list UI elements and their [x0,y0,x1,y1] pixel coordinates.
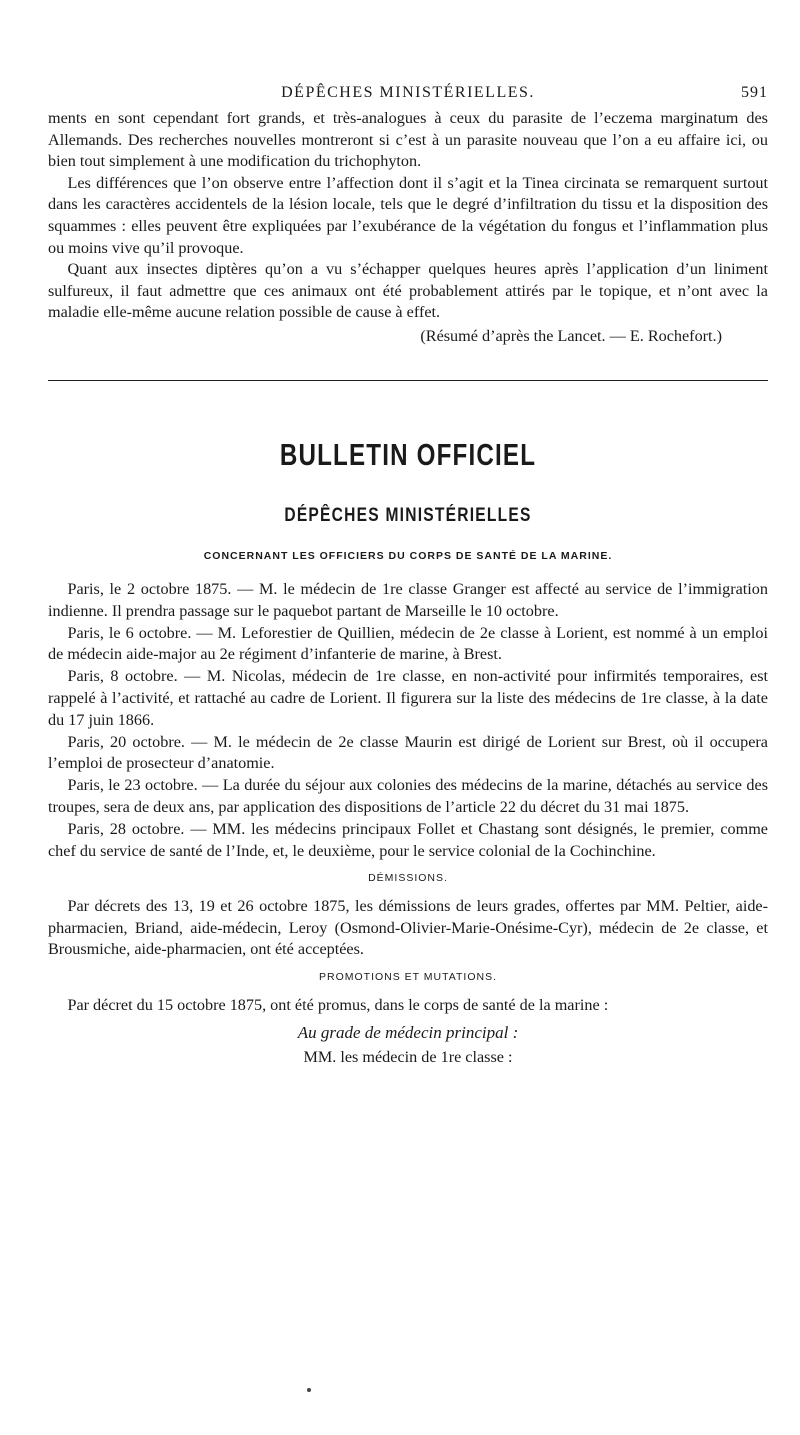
bulletin-concerning: CONCERNANT LES OFFICIERS DU CORPS DE SANTÉ DE LA MARINE. [203,549,613,562]
article-tail [48,108,768,347]
dispatch-paragraph: Paris, 28 octobre. — MM. les médecins principaux Follet et Chastang sont désignés, le premier, comme chef du service de santé de l’Inde, et, le deuxième, pour le service colonial de la Cochinchine. [48,819,768,860]
document-page [48,78,768,1069]
list-intro: MM. les médecin de 1re classe : [303,1047,513,1066]
page-number: 591 [741,84,768,101]
article-paragraph: ments en sont cependant fort grands, et très-analogues à ceux du parasite de l’eczema marginatum des Allemands. Des recherches nouvelles montreront si c’est à un parasite nouveau que l’on a eu affaire ici, ou bien tout simplement à une modification du trichophyton. [48,109,768,171]
promotions-heading: PROMOTIONS ET MUTATIONS. [318,971,497,984]
bulletin-title: BULLETIN OFFICIEL [279,436,537,472]
running-title: DÉPÊCHES MINISTÉRIELLES. [281,84,535,101]
grade-heading: Au grade de médecin principal : [297,1022,519,1042]
dispatch-paragraph: Paris, 20 octobre. — M. le médecin de 2e classe Maurin est dirigé de Lorient sur Brest, où il occupera l’emploi de prosecteur d’anatomie. [48,732,768,773]
demissions-paragraph: Par décrets des 13, 19 et 26 octobre 1875, les démissions de leurs grades, offertes par MM. Peltier, aide-pharmacien, Briand, aide-médecin, Leroy (Osmond-Olivier-Marie-Onésime-Cyr), médecin de 2e classe, et Brousmiche, aide-pharmacien, ont été acceptées. [48,897,768,959]
dispatch-paragraph: Paris, le 2 octobre 1875. — M. le médecin de 1re classe Granger est affecté au service de l’immigration indienne. Il prendra passage sur le paquebot partant de Marseille le 10 octobre. [48,579,768,620]
article-signature: (Résumé d’après the Lancet. — E. Rochefort.) [420,326,722,345]
ink-speck [307,1388,311,1392]
article-paragraph: Les différences que l’on observe entre l’affection dont il s’agit et la Tinea circinata se remarquent surtout dans les caractères accidentels de la lésion locale, tels que le degré d’infiltration du tissu et la disposition des squammes : elles peuvent être expliquées par l’exubérance de la végétation du fongus et l’inflammation plus ou moins vive qu’il provoque. [48,173,768,257]
running-header [48,78,768,108]
article-paragraph: Quant aux insectes diptères qu’on a vu s’échapper quelques heures après l’application d’un liniment sulfureux, il faut admettre que ces animaux ont été probablement attirés par le topique, et n’ont avec la maladie elle-même aucune relation possible de cause à effet. [48,260,768,322]
dispatch-list [48,579,768,862]
dispatch-paragraph: Paris, 8 octobre. — M. Nicolas, médecin de 1re classe, en non-activité pour infirmités temporaires, est rappelé à l’activité, et rattaché au cadre de Lorient. Il figurera sur la liste des médecins de 1re classe, à la date du 17 juin 1866. [48,667,768,729]
demissions-heading: DÉMISSIONS. [368,872,448,885]
bulletin-subtitle: DÉPÊCHES MINISTÉRIELLES [284,504,532,526]
dispatch-paragraph: Paris, le 6 octobre. — M. Leforestier de Quillien, médecin de 2e classe à Lorient, est nommé à un emploi de médecin aide-major au 2e régiment d’infanterie de marine, à Brest. [48,623,768,664]
section-divider [48,380,768,381]
dispatch-paragraph: Paris, le 23 octobre. — La durée du séjour aux colonies des médecins de la marine, détachés au service des troupes, sera de deux ans, par application des dispositions de l’article 22 du décret du 31 mai 1875. [48,776,768,816]
promotions-paragraph: Par décret du 15 octobre 1875, ont été promus, dans le corps de santé de la marine : [67,996,609,1015]
